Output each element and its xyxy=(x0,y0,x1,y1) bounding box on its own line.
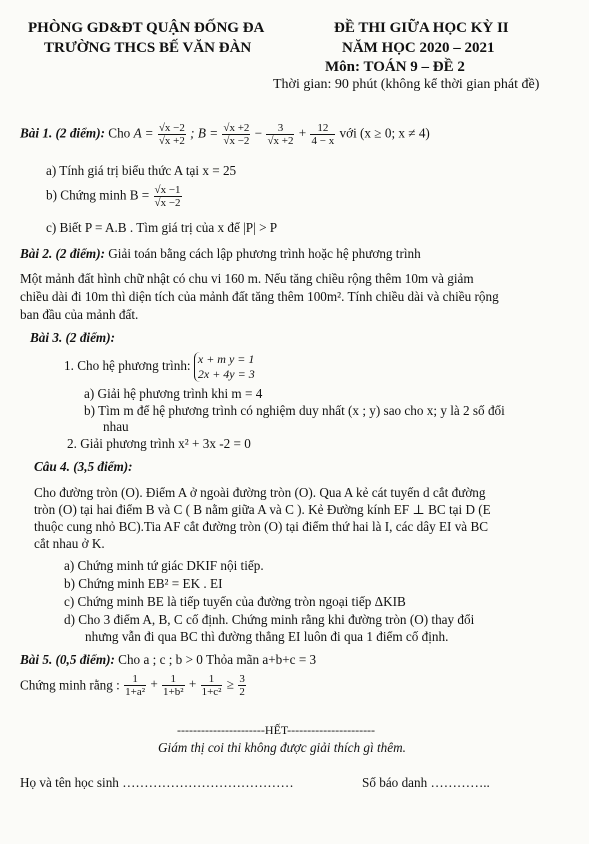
bai1-title: Bài 1. (2 điểm): xyxy=(20,125,105,141)
subject xyxy=(325,59,465,76)
cau4-line1: Cho đường tròn (O). Điểm A ở ngoài đường tròn (O). Qua A kẻ cát tuyến d cắt đường xyxy=(34,485,486,500)
bai3-a: a) Giải hệ phương trình khi m = 4 xyxy=(84,386,263,401)
B-frac3-den: 4 − x xyxy=(311,135,335,147)
end-marker: ----------------------HẾT---------------------- xyxy=(177,723,376,737)
bai1-b xyxy=(46,184,183,209)
ineq-frac2 xyxy=(162,673,185,698)
bai2-line3: ban đầu của mảnh đất. xyxy=(20,307,139,322)
bai3-item2: 2. Giải phương trình x² + 3x -2 = 0 xyxy=(67,436,251,451)
ineq-rhs-den: 2 xyxy=(239,686,245,698)
ineq-frac3-den: 1+c² xyxy=(201,686,222,698)
bai1-b-num: √x −1 xyxy=(154,184,181,196)
bai3-item1 xyxy=(64,352,255,382)
B-frac3-num: 12 xyxy=(310,122,335,135)
ineq-rhs-num: 3 xyxy=(239,673,245,685)
candidate-number-line xyxy=(362,775,490,791)
student-name-label: Họ và tên học sinh xyxy=(20,775,119,790)
cau4-line4: cắt nhau ở K. xyxy=(34,536,105,551)
bai3-b-cont: nhau xyxy=(103,419,129,434)
bai5-prove: Chứng minh rằng : xyxy=(20,677,120,693)
bai3-item1-text: 1. Cho hệ phương trình: xyxy=(64,358,191,374)
cau4-line2: tròn (O) tại hai điểm B và C ( B nằm giữa A và C ). Kẻ Đường kính EF ⊥ BC tại D (E xyxy=(34,502,491,517)
ineq-frac3 xyxy=(201,673,223,698)
cau4-c: c) Chứng minh BE là tiếp tuyến của đường tròn ngoại tiếp ΔKIB xyxy=(64,594,406,609)
ineq-frac1 xyxy=(124,673,146,698)
A-num: √x −2 xyxy=(158,122,185,134)
bai3-title: Bài 3. (2 điểm): xyxy=(30,330,115,345)
cau4-title: Câu 4. (3,5 điểm): xyxy=(34,459,133,474)
exam-title: ĐỀ THI GIỮA HỌC KỲ II xyxy=(334,20,509,36)
bai1-cho: Cho xyxy=(108,125,131,141)
B-frac2-den: √x +2 xyxy=(267,135,294,147)
cau4-d: d) Cho 3 điểm A, B, C cố định. Chứng minh rằng khi đường tròn (O) thay đổi xyxy=(64,612,475,627)
bai5-inequality xyxy=(20,673,247,698)
bai1-b-den: √x −2 xyxy=(154,197,181,209)
system-eq1: x + m y = 1 xyxy=(197,352,255,366)
bai3-b: b) Tìm m để hệ phương trình có nghiệm duy nhất (x ; y) sao cho x; y là 2 số đối xyxy=(84,403,505,418)
cau4-d-cont: nhưng vẫn đi qua BC thì đường thẳng EI luôn đi qua 1 điểm cố định. xyxy=(85,629,449,644)
bai5-title: Bài 5. (0,5 điểm): xyxy=(20,652,115,667)
school-year: NĂM HỌC 2020 – 2021 xyxy=(342,40,495,56)
school-name: TRƯỜNG THCS BẾ VĂN ĐÀN xyxy=(44,40,252,56)
bai1-b-fraction xyxy=(154,184,182,209)
B-frac3 xyxy=(310,122,335,147)
bai5-cond: Cho a ; c ; b > 0 Thỏa mãn a+b+c = 3 xyxy=(114,652,317,667)
candidate-number-field[interactable]: ………….. xyxy=(430,775,490,790)
B-frac2 xyxy=(266,122,294,147)
bai1-c: c) Biết P = A.B . Tìm giá trị của x để |P| > P xyxy=(46,220,278,235)
B-frac1 xyxy=(222,122,250,147)
ineq-frac1-num: 1 xyxy=(124,673,146,686)
B-label: ; B = xyxy=(190,125,219,141)
bai1-statement: Bài 1. (2 điểm): Cho A = $\frac{√x -2}{√x +2}$ ; B = $\frac{√x +2}{√x -2}$ − $\frac{3}{√x +2}$ + $\frac{12}{4 - x}$ với (x ≥ 0; x ≠ 4) xyxy=(20,122,430,147)
equation-system xyxy=(194,352,255,382)
cau4-b: b) Chứng minh EB² = EK . EI xyxy=(64,576,223,591)
A-fraction xyxy=(158,122,186,147)
A-label: A = xyxy=(133,125,154,141)
ineq-plus1: + xyxy=(150,676,158,692)
bai5-heading xyxy=(20,652,316,668)
ineq-rhs xyxy=(238,673,246,698)
bai1-condition: với (x ≥ 0; x ≠ 4) xyxy=(339,125,430,141)
cau4-line3: thuộc cung nhỏ BC).Tia AF cắt đường tròn (O) tại điểm thứ hai là I, các dây EI và BC xyxy=(34,519,489,534)
bai2-line2: chiều dài đi 10m thì diện tích của mảnh đất tăng thêm 100m². Tính chiều dài và chiều rộng xyxy=(20,289,499,304)
ineq-frac3-num: 1 xyxy=(201,673,223,686)
subject-text: Môn: TOÁN 9 – ĐỀ 2 xyxy=(325,59,465,75)
B-frac1-den: √x −2 xyxy=(223,135,250,147)
ineq-geq: ≥ xyxy=(226,676,235,692)
bai2-heading xyxy=(20,246,421,262)
ineq-frac2-den: 1+b² xyxy=(163,686,184,698)
bai1-b-text: b) Chứng minh B = xyxy=(46,187,150,203)
ineq-frac1-den: 1+a² xyxy=(125,686,146,698)
bai2-title-rest: Giải toán bằng cách lập phương trình hoặc hệ phương trình xyxy=(104,246,421,261)
bai1-a: a) Tính giá trị biểu thức A tại x = 25 xyxy=(46,163,237,178)
ineq-plus2: + xyxy=(188,676,197,692)
B-frac2-num: 3 xyxy=(266,122,294,135)
bai2-line1: Một mảnh đất hình chữ nhật có chu vi 160 m. Nếu tăng chiều rộng thêm 10m và giảm xyxy=(20,271,474,286)
student-name-line xyxy=(20,775,294,791)
exam-duration: Thời gian: 90 phút (không kể thời gian phát đề) xyxy=(273,77,540,92)
B-frac1-num: √x +2 xyxy=(223,122,250,134)
proctor-note: Giám thị coi thi không được giải thích gì thêm. xyxy=(158,740,406,755)
cau4-a: a) Chứng minh tứ giác DKIF nội tiếp. xyxy=(64,558,264,573)
A-den: √x +2 xyxy=(158,135,185,147)
student-name-field[interactable]: ………………………………… xyxy=(122,775,294,790)
bai2-title: Bài 2. (2 điểm): xyxy=(20,246,105,261)
department-name: PHÒNG GD&ĐT QUẬN ĐỐNG ĐA xyxy=(28,20,265,36)
candidate-number-label: Số báo danh xyxy=(362,775,428,790)
ineq-frac2-num: 1 xyxy=(162,673,185,686)
system-eq2: 2x + 4y = 3 xyxy=(197,367,255,381)
